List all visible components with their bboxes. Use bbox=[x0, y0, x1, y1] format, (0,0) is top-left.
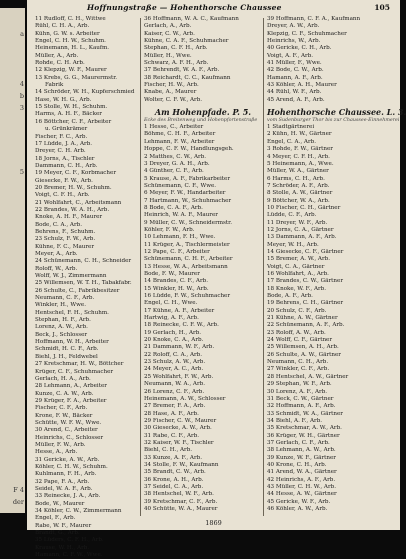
directory-entry: 20 Knoke, C. A., Arb. bbox=[144, 337, 204, 344]
directory-entry: Wolff, W. J., Zimmermann bbox=[35, 273, 107, 280]
directory-entry: 10 Lehmann, F. H., Wwe. bbox=[144, 234, 216, 241]
directory-entry: 33 Kunze, A. F., Arb. bbox=[144, 454, 202, 461]
directory-entry: Winkler, H., Wwe. bbox=[35, 302, 86, 309]
directory-entry: Seidel, W. A. F., Arb. bbox=[35, 486, 93, 492]
directory-entry: 3 Dreyer, G. A. H., Arb. bbox=[144, 160, 210, 167]
directory-entry: 22 Roloff, C. A., Arb. bbox=[144, 351, 203, 358]
directory-entry: 1 Hesse, C., Arbeiter bbox=[144, 124, 204, 131]
directory-entry: Köhler, F. W., Arb. bbox=[144, 226, 195, 233]
directory-entry: 35 Brandt, C. W., Arb. bbox=[144, 469, 206, 476]
directory-entry: 15 Winkler, H. W., Arb. bbox=[144, 285, 209, 292]
section-heading: Am Hohenpfade. P. 5. bbox=[154, 107, 252, 118]
directory-entry: 24 Meyer, A. C., Arb. bbox=[144, 366, 204, 373]
directory-entry: 9 Böttcher, W. A., Arb. bbox=[267, 197, 330, 204]
directory-entry: 8 Bode, C. A. F., Arb. bbox=[144, 204, 203, 211]
directory-entry: 35 Kretschmar, A. W., Arb. bbox=[267, 425, 342, 432]
directory-entry: 37 Behrendt, W. A. F., Arb. bbox=[144, 67, 220, 74]
directory-entry: Voigt, C. A., Gärtner bbox=[267, 263, 325, 270]
directory-entry: Biehl, C. H., Arb. bbox=[144, 447, 193, 454]
directory-entry: 26 Lorenz, C. F., Arb. bbox=[144, 388, 205, 395]
left-page-fragment: 4 bbox=[19, 80, 24, 88]
directory-entry: Fabrik bbox=[45, 82, 64, 89]
directory-entry: 20 Schulz, C. F., Arb. bbox=[267, 307, 327, 314]
directory-entry: Rabe, W. F., Maurer bbox=[35, 522, 92, 529]
directory-entry: Harms, A. H. F., Bäcker bbox=[35, 111, 102, 118]
directory-entry: Knoke, A. H. F., Maurer bbox=[35, 214, 103, 221]
directory-entry: 12 Pape, C. F., Arbeiter bbox=[144, 248, 210, 255]
directory-entry: 5 Krause, A. F., Fabrikarbeiter bbox=[144, 175, 230, 182]
directory-entry: 34 Köhler, C. W., Zimmermann bbox=[35, 508, 122, 515]
directory-entry: 42 Heinrichs, A. F., Arb. bbox=[267, 476, 336, 483]
directory-entry: Köhler, C. H. W., Schuhm. bbox=[35, 463, 108, 470]
directory-page bbox=[27, 0, 406, 559]
directory-entry: 2 Matthes, C. W., Arb. bbox=[144, 153, 207, 160]
directory-entry: 6 Harms, C. H., Arb. bbox=[267, 175, 325, 182]
directory-entry: Giesecke, F. W., Arb. bbox=[35, 177, 93, 184]
directory-entry: Lorenz, A. W., Arb. bbox=[35, 324, 88, 331]
directory-entry: 5 Heinemann, A., Wwe. bbox=[267, 160, 334, 167]
directory-entry: Bode, F. W., Maurer bbox=[144, 271, 200, 277]
directory-entry: 1 Stadtgärtnerei bbox=[267, 124, 315, 131]
directory-entry: Müller, W. A., Gärtner bbox=[267, 168, 329, 175]
directory-entry: 38 Reichardt, C. C., Kaufmann bbox=[144, 74, 231, 81]
directory-entry: 13 Dammann, A. F., Arb. bbox=[267, 234, 337, 241]
directory-entry: 31 Rabe, C. F., Arb. bbox=[144, 432, 200, 439]
directory-entry: 23 Schulz, F. W., Arb. bbox=[35, 236, 96, 243]
directory-entry: 16 Wohlfahrt, A., Arb. bbox=[267, 271, 329, 277]
directory-entry: Müller, H., Wwe. bbox=[144, 52, 192, 59]
directory-entry: 43 Müller, C. H. W., Arb. bbox=[267, 483, 336, 490]
directory-entry: 15 Bremer, A. W., Arb. bbox=[267, 256, 330, 263]
directory-entry: 17 Kühne, A. F., Arbeiter bbox=[144, 307, 215, 314]
directory-entry: 36 Hoffmann, W. A. C., Kaufmann bbox=[144, 16, 239, 22]
directory-entry: 12 Jorns, C. A., Gärtner bbox=[267, 226, 334, 233]
directory-entry: 14 Brandes, C. F., Arb. bbox=[144, 278, 208, 285]
directory-entry: 13 Krebs, G. G., Maurermstr. bbox=[35, 74, 118, 81]
directory-entry: Bode, W., Maurer bbox=[35, 500, 85, 507]
directory-entry: 19 Meyer, C. F., Korbmacher bbox=[35, 170, 117, 177]
directory-entry: Roloff, W., Arb. bbox=[35, 265, 78, 272]
directory-entry: Krone, F. W., Bäcker bbox=[35, 412, 93, 419]
directory-entry: 23 Roloff, A. W., Arb. bbox=[267, 329, 326, 336]
directory-entry: Neumann, W. A., Arb. bbox=[144, 381, 205, 388]
directory-entry: Voigt, C. F. H., Arb. bbox=[35, 192, 90, 199]
directory-entry: 30 Arend, C., Arbeiter bbox=[35, 427, 98, 434]
directory-entry: 24 Schünemann, C. H., Schneider bbox=[35, 258, 132, 265]
directory-entry: 7 Schröder, A. F., Arb. bbox=[267, 182, 330, 189]
directory-entry: Fischer, H. W., Arb. bbox=[144, 82, 199, 89]
directory-entry: Knabe, A., Maurer bbox=[144, 89, 197, 96]
left-page-fragment: der bbox=[12, 498, 24, 506]
directory-entry: 7 Hartmann, W., Schuhmacher bbox=[144, 197, 232, 204]
directory-entry: 29 Krüger, F. A., Arbeiter bbox=[35, 397, 107, 404]
directory-entry: Böhme, C. H. F., Arbeiter bbox=[144, 131, 216, 138]
directory-entry: 34 Stolle, F. W., Kaufmann bbox=[144, 461, 219, 468]
directory-entry: 45 Arend, A. F., Arb. bbox=[267, 96, 325, 103]
directory-entry: Brandt, G., Arb. bbox=[35, 530, 80, 537]
directory-entry: 21 Dammann, W. F., Arb. bbox=[144, 344, 215, 351]
directory-entry: 45 Gericke, W. F., Arb. bbox=[267, 498, 331, 505]
directory-entry: 32 Pape, F. A., Arb. bbox=[35, 478, 90, 485]
directory-entry: 27 Bremer, F. A., Arb. bbox=[144, 403, 206, 410]
directory-entry: Krüger, C. F., Schuhmacher bbox=[35, 368, 114, 375]
directory-entry: Heinrichs, C., Schlosser bbox=[35, 434, 104, 441]
directory-entry: 14 Giesecke, C. F., Gärtner bbox=[267, 248, 344, 255]
directory-entry: Rühl, C. H. A., Arb. bbox=[35, 23, 90, 30]
page-header bbox=[27, 2, 400, 14]
directory-entry: Schwarz, A. F. H., Arb. bbox=[144, 60, 209, 67]
page-footer: 1869 bbox=[205, 519, 222, 527]
directory-entry: 29 Stephan, W. F., Arb. bbox=[267, 381, 332, 388]
directory-entry: 19 Gerlach, H., Arb. bbox=[144, 329, 202, 336]
directory-entry: 43 Köhler, A. H., Maurer bbox=[267, 82, 337, 89]
directory-entry: Hamann, A. F., Arb. bbox=[267, 74, 323, 81]
directory-entry: Heinemann, H. L., Kaufm. bbox=[35, 45, 110, 52]
directory-entry: 44 Rühl, W. F., Arb. bbox=[267, 89, 322, 96]
directory-entry: 17 Lüdde, J. A., Arb. bbox=[35, 140, 93, 147]
directory-entry: 21 Wohlfahrt, C., Arbeitsmann bbox=[35, 199, 122, 206]
directory-entry: 40 Gericke, C. H., Arb. bbox=[267, 45, 332, 52]
directory-entry: Kuhlmann, F. H., Arb. bbox=[35, 471, 97, 478]
directory-entry: 28 Hase, A. F., Arb. bbox=[144, 410, 199, 417]
directory-entry: Hase, W. H. G., Arb. bbox=[35, 96, 92, 103]
directory-entry: Müller, F. W., Arb. bbox=[35, 441, 86, 448]
directory-entry: Dammann, C. H., Arb. bbox=[35, 162, 98, 169]
directory-entry: 20 Bremer, H. W., Schuhm. bbox=[35, 184, 112, 191]
column-divider bbox=[140, 18, 141, 516]
directory-entry: 25 Willemsen, A. H., Arb. bbox=[267, 344, 339, 351]
directory-entry: 29 Fischer, C. W., Maurer bbox=[144, 417, 217, 424]
directory-entry: 46 Köhler, A. W., Arb. bbox=[267, 506, 328, 512]
directory-entry: 39 Kretschmar, C. F., Arb. bbox=[144, 498, 218, 505]
directory-entry: Kühn, G. W. s. Arbeiter bbox=[35, 30, 100, 37]
directory-entry: 16 Lüdde, F. W., Schuhmacher bbox=[144, 293, 231, 300]
directory-entry: Heinemann, A. W., Schlosser bbox=[144, 395, 226, 402]
directory-entry: 21 Kühne, A. W., Gärtner bbox=[267, 315, 338, 322]
directory-entry: Heinrich, W. A. F., Maurer bbox=[144, 212, 218, 219]
directory-entry: 11 Rudloff, C. H., Wittwe bbox=[35, 16, 106, 22]
directory-entry: 33 Schmidt, W. A., Gärtner bbox=[267, 410, 343, 417]
directory-entry: Voigt, A. F., Arb. bbox=[267, 52, 314, 59]
left-page-edge bbox=[0, 8, 25, 513]
directory-entry: 26 Schulte, C., Fabrikbesitzer bbox=[35, 287, 120, 294]
directory-entry: 32 Hoffmann, A. F., Arb. bbox=[267, 403, 336, 410]
directory-entry: 12 Klepzig, W. F., Maurer bbox=[35, 67, 107, 74]
directory-entry: Stephan, H. F., Arb. bbox=[35, 317, 91, 324]
directory-entry: Kunze, C. A. W., Arb. bbox=[35, 390, 94, 397]
directory-entry: Kaiser, C. W., Arb. bbox=[144, 30, 195, 37]
page-number: 105 bbox=[374, 3, 390, 12]
directory-entry: 23 Schulz, A. W., Arb. bbox=[144, 359, 206, 366]
directory-entry: 22 Brandes, W. A. H., Arb. bbox=[35, 206, 110, 213]
directory-entry: 40 Krone, C. H., Arb. bbox=[267, 461, 327, 468]
left-page-fragment: F 4 bbox=[13, 486, 24, 494]
directory-entry: 39 Hoffmann, C. F. A., Kaufmann bbox=[267, 16, 361, 22]
directory-entry: Rohde, C. H. Arb. bbox=[35, 60, 85, 67]
section-note: vom Sudenburger Thor bis zur Chaussee-Einnehmerei bbox=[267, 118, 400, 124]
directory-entry: Klepzig, C. F., Schuhmacher bbox=[267, 30, 347, 37]
directory-entry: Biehl, J. H., Feldwebel bbox=[35, 353, 98, 360]
directory-entry: 34 Biehl, A. F., Arb. bbox=[267, 417, 323, 424]
directory-entry: Fischer, F. C., Arb. bbox=[35, 133, 88, 140]
directory-entry: 27 Winkler, C. F., Arb. bbox=[267, 366, 330, 373]
directory-entry: 31 Beck, C. W., Gärtner bbox=[267, 395, 334, 402]
directory-entry: 11 Krüger, A., Tischlermeister bbox=[144, 241, 230, 248]
directory-entry: 38 Lehmann, A. W., Arb. bbox=[267, 447, 336, 454]
directory-entry: 3 Rohde, F. W., Gärtner bbox=[267, 146, 333, 153]
directory-entry: Engel, F., Arb. bbox=[35, 515, 76, 522]
directory-entry: Kühne, F. C., Maurer bbox=[35, 243, 95, 250]
directory-entry: 37 Gerlach, C. F., Arb. bbox=[267, 439, 330, 446]
directory-entry: Bode, A. F., Arb. bbox=[267, 293, 313, 300]
left-page-fragment: a bbox=[20, 30, 24, 38]
directory-entry: 18 Jorns, A., Tischler bbox=[35, 155, 95, 162]
directory-entry: Neumann, C. H., Arb. bbox=[267, 359, 329, 366]
directory-entry: Meyer, A., Arb. bbox=[35, 251, 78, 257]
directory-entry: Kühne, C. A. F., Schuhmacher bbox=[144, 38, 229, 45]
column-divider bbox=[263, 18, 264, 516]
directory-entry: Hoffmann, W. H., Arbeiter bbox=[35, 339, 109, 346]
directory-entry: Hamann, C. F. W., Wwe. bbox=[35, 552, 103, 559]
directory-entry: 26 Schulte, A. W., Gärtner bbox=[267, 351, 341, 358]
directory-entry: 2 Kühn, H. W., Gärtner bbox=[267, 131, 332, 138]
directory-entry: Krause, W. H., Arb. bbox=[35, 544, 90, 551]
directory-entry: 25 Wohlfahrt, F. W., Arb. bbox=[144, 373, 214, 380]
directory-entry: Hentschel, F. H., Schuhm. bbox=[35, 309, 109, 316]
directory-entry: Engel, C. H., Wwe. bbox=[144, 300, 198, 307]
directory-entry: Meyer, W. H., Arb. bbox=[267, 241, 319, 248]
directory-entry: 38 Hentschel, W. F., Arb. bbox=[144, 491, 214, 498]
section-note: Ecke des Breitenweg und Hohenpfortenstraße bbox=[144, 118, 258, 124]
directory-entry: Müller, A., Arb. bbox=[35, 52, 79, 59]
directory-entry: 8 Stolle, A. W., Gärtner bbox=[267, 190, 333, 197]
directory-entry: 40 Schütte, W. A., Maurer bbox=[144, 506, 218, 512]
directory-entry: 6 Meyer, F. W., Handarbeiter bbox=[144, 190, 226, 197]
directory-entry: 28 Hentschel, A. W., Gärtner bbox=[267, 373, 349, 380]
directory-entry: 36 Krone, A. H., Arb. bbox=[144, 476, 204, 483]
directory-entry: Dreyer, C. H. Arb. bbox=[35, 148, 86, 155]
directory-entry: Beck, J., Schlosser bbox=[35, 331, 88, 338]
directory-entry: Hesse, A., Arb. bbox=[35, 449, 78, 456]
directory-entry: 30 Giesecke, A. W., Arb. bbox=[144, 425, 212, 432]
column-2 bbox=[144, 16, 262, 516]
directory-entry: 17 Brandes, C. W., Gärtner bbox=[267, 278, 343, 285]
directory-entry: Dreyer, A. W., Arb. bbox=[267, 23, 320, 30]
directory-entry: 25 Willemsen, W. T. H., Tabakfabr. bbox=[35, 280, 132, 287]
directory-entry: 28 Lehmann, A., Arbeiter bbox=[35, 383, 107, 390]
directory-entry: 31 Gericke, A. W., Arb. bbox=[35, 456, 100, 463]
directory-entry: 9 Müller, C. W., Schneidermstr. bbox=[144, 219, 233, 226]
directory-entry: Engel, C. A., Arb. bbox=[267, 138, 317, 145]
directory-entry: 19 Behrens, C. H., Gärtner bbox=[267, 300, 344, 307]
directory-entry: 14 Schröder, W. H., Kupferschmied bbox=[35, 89, 135, 96]
directory-entry: Schünemann, C. H. F., Arbeiter bbox=[144, 256, 233, 263]
directory-entry: Schütte, W. F. W., Wwe. bbox=[35, 419, 102, 426]
directory-entry: Stephan, C. F. H., Arb. bbox=[144, 45, 208, 52]
directory-entry: 30 Lorenz, A. F., Arb. bbox=[267, 388, 328, 395]
directory-entry: 37 Seidel, C. A., Arb. bbox=[144, 483, 204, 490]
directory-entry: 4 Meyer, C. F. H., Arb. bbox=[267, 153, 330, 160]
directory-entry: Schmidt, H. C. F., Arb. bbox=[35, 346, 99, 353]
left-page-fragment: b bbox=[19, 92, 24, 100]
directory-entry: 18 Knoke, W. F., Arb. bbox=[267, 285, 327, 292]
directory-entry: 4 Günther, C. F., Arb. bbox=[144, 168, 204, 175]
directory-entry: 13 Hesse, W. A., Arbeitsmann bbox=[144, 263, 228, 270]
left-page-fragment: 3 bbox=[19, 104, 24, 112]
directory-entry: Engel, C. H. W., Schuhm. bbox=[35, 38, 106, 45]
running-title: Hoffnungstraße — Hohenthorsche Chaussee bbox=[87, 3, 282, 12]
directory-entry: 42 Bode, C. W., Arb. bbox=[267, 67, 324, 74]
directory-entry: 15 Stolle, W. H., Schuhm. bbox=[35, 104, 108, 111]
directory-entry: Hartwig, A. F., Arb. bbox=[144, 315, 199, 322]
directory-entry: Behrens, F., Schuhm. bbox=[35, 228, 96, 235]
directory-entry: 39 Kunze, W. F., Gärtner bbox=[267, 454, 336, 461]
directory-entry: Gerlach, H. A., Arb. bbox=[35, 375, 91, 382]
directory-entry: 11 Dreyer, W. F., Arb. bbox=[267, 219, 328, 226]
directory-entry: 10 Fischer, C. H., Gärtner bbox=[267, 204, 341, 211]
directory-entry: Gerlach, A., Arb. bbox=[144, 23, 192, 30]
directory-entry: 44 Hesse, A. W., Gärtner bbox=[267, 491, 337, 498]
section-heading: Hohenthorsche Chaussee. L. 3. bbox=[267, 107, 406, 118]
left-page-fragment: 5 bbox=[19, 168, 24, 176]
column-3 bbox=[267, 16, 406, 516]
directory-entry: 18 Reinecke, C. F. W., Arb. bbox=[144, 322, 219, 329]
directory-entry: 16 Böttcher, C. F., Arbeiter bbox=[35, 118, 112, 125]
directory-entry: u. Grünkrämer bbox=[45, 126, 88, 133]
directory-entry: Bode, C. A., Arb. bbox=[35, 221, 83, 228]
directory-entry: 41 Arend, W. A., Gärtner bbox=[267, 469, 337, 476]
directory-entry: 36 Krüger, W. H., Gärtner bbox=[267, 432, 340, 439]
directory-entry: 33 Reinecke, J. A., Arb. bbox=[35, 493, 101, 500]
directory-entry: Heinrichs, W., Arb. bbox=[267, 38, 321, 45]
directory-entry: Wolter, C. F. W., Arb. bbox=[144, 96, 203, 103]
directory-entry: Neumann, C. F., Arb. bbox=[35, 295, 95, 302]
directory-entry: Lehmann, F. W., Arbeiter bbox=[144, 138, 215, 145]
directory-entry: Schünemann, C. F., Wwe. bbox=[144, 182, 217, 189]
directory-entry: 22 Schünemann, A. F., Arb. bbox=[267, 322, 345, 329]
directory-entry: 32 Kaiser, W. F., Tischler bbox=[144, 439, 214, 446]
directory-entry: 27 Kretschmar, H. W., Böttcher bbox=[35, 361, 124, 368]
column-1 bbox=[35, 16, 139, 559]
directory-entry: Fischer, C. F., Arb. bbox=[35, 405, 88, 412]
directory-entry: 35 Lüders, C. F. H., Arb. bbox=[35, 537, 104, 544]
directory-entry: Lüdde, C. F., Arb. bbox=[267, 212, 317, 219]
directory-entry: Hoppe, C. F. W., Handlungsgeh. bbox=[144, 146, 234, 153]
directory-entry: 24 Wolff, C. F., Gärtner bbox=[267, 337, 333, 344]
directory-entry: 41 Müller, F., Wwe. bbox=[267, 60, 322, 67]
